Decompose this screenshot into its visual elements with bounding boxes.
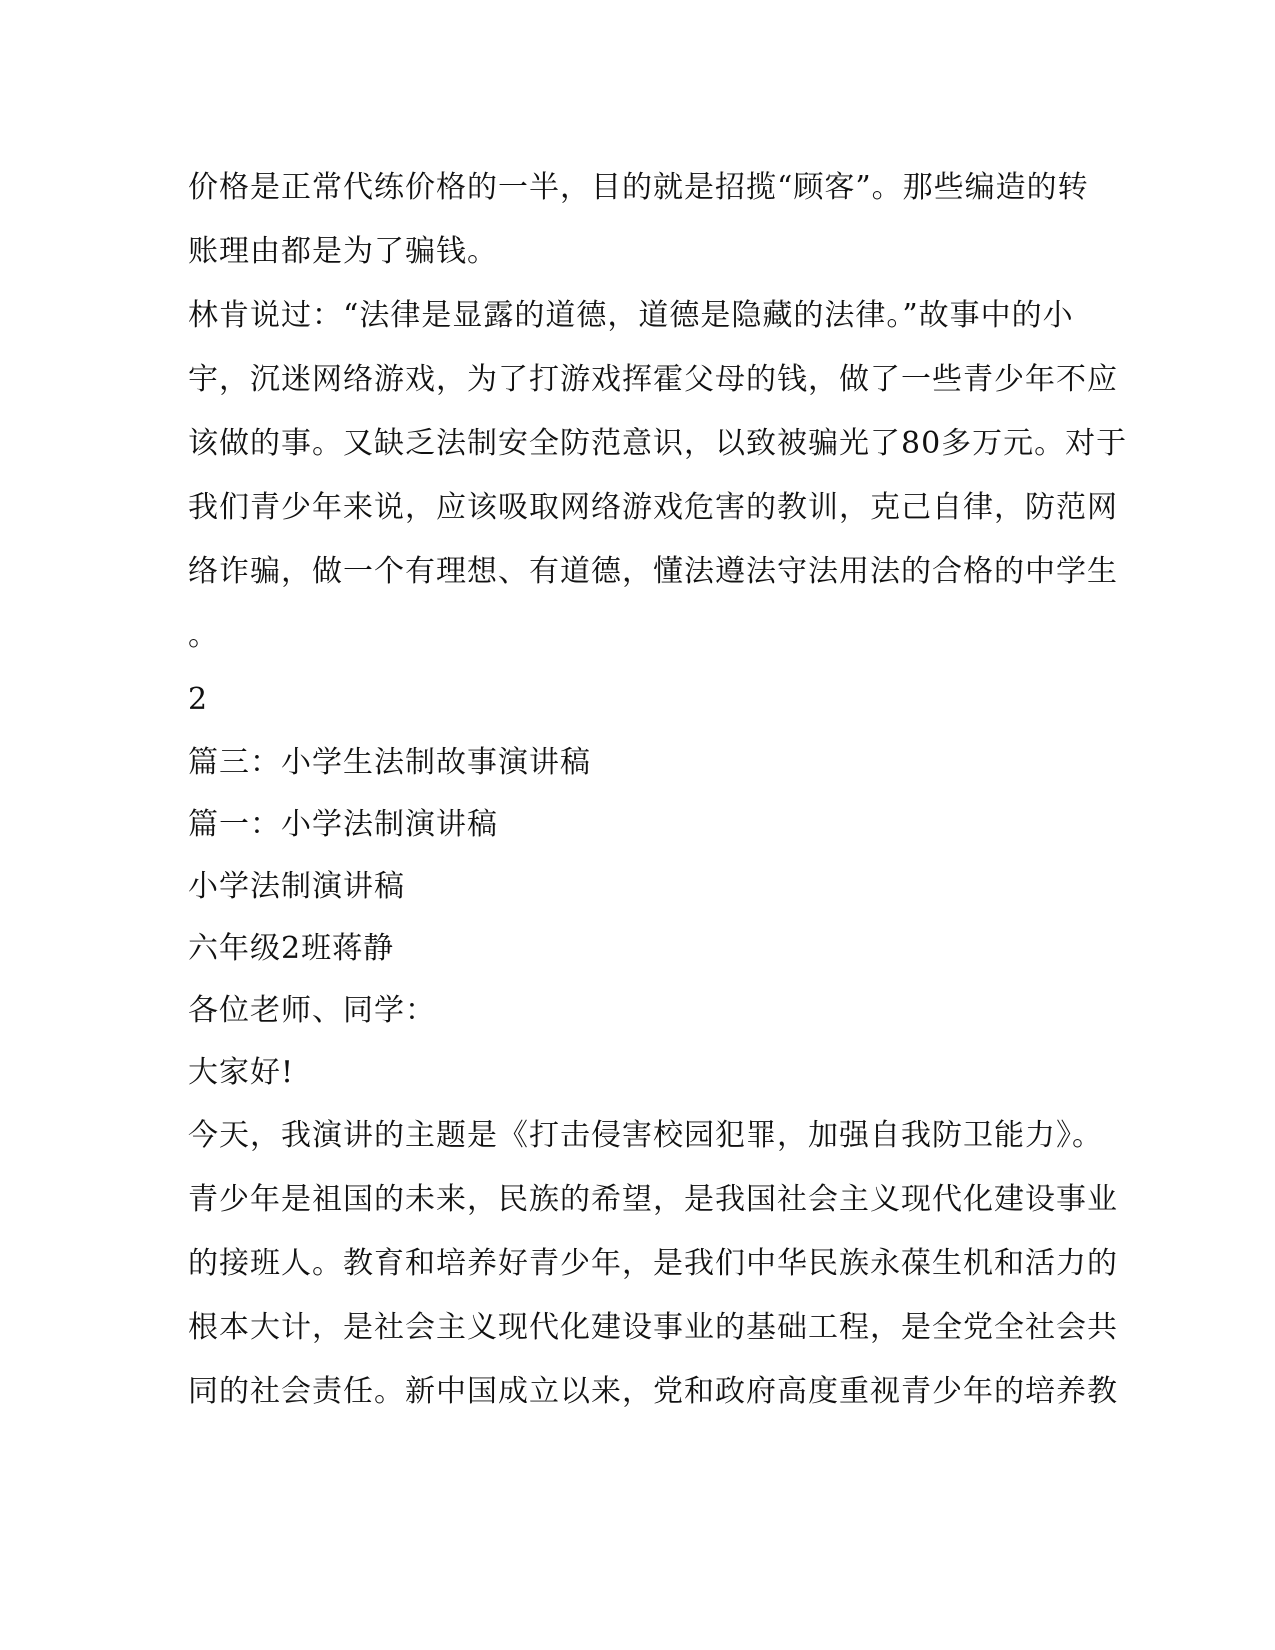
section-heading: 篇三：小学生法制故事演讲稿	[188, 745, 591, 780]
salutation: 各位老师、同学：	[188, 993, 436, 1028]
text-line: 宇，沉迷网络游戏，为了打游戏挥霍父母的钱，做了一些青少年不应	[188, 362, 1118, 397]
speech-title: 小学法制演讲稿	[188, 869, 405, 904]
text-line: 根本大计，是社会主义现代化建设事业的基础工程，是全党全社会共	[188, 1310, 1118, 1345]
text-line: 的接班人。教育和培养好青少年，是我们中华民族永葆生机和活力的	[188, 1246, 1118, 1281]
speaker-line: 六年级2班蒋静	[188, 931, 395, 966]
text-line: 账理由都是为了骗钱。	[188, 234, 498, 269]
text-line: 价格是正常代练价格的一半，目的就是招揽“顾客”。那些编造的转	[188, 170, 1089, 205]
text-line: 林肯说过：“法律是显露的道德，道德是隐藏的法律。”故事中的小	[188, 298, 1074, 333]
text-line: 同的社会责任。新中国成立以来，党和政府高度重视青少年的培养教	[188, 1374, 1118, 1409]
section-heading: 篇一：小学法制演讲稿	[188, 807, 498, 842]
text-line: 该做的事。又缺乏法制安全防范意识，以致被骗光了80多万元。对于	[188, 426, 1128, 461]
text-line: 络诈骗，做一个有理想、有道德，懂法遵法守法用法的合格的中学生	[188, 554, 1118, 589]
page-number: 2	[188, 682, 209, 717]
text-line: 今天，我演讲的主题是《打击侵害校园犯罪，加强自我防卫能力》。	[188, 1118, 1103, 1153]
text-line: 。	[188, 618, 219, 653]
text-line: 我们青少年来说，应该吸取网络游戏危害的教训，克己自律，防范网	[188, 490, 1118, 525]
greeting: 大家好!	[188, 1055, 295, 1090]
document-body	[188, 156, 1128, 1424]
text-line: 青少年是祖国的未来，民族的希望，是我国社会主义现代化建设事业	[188, 1182, 1118, 1217]
